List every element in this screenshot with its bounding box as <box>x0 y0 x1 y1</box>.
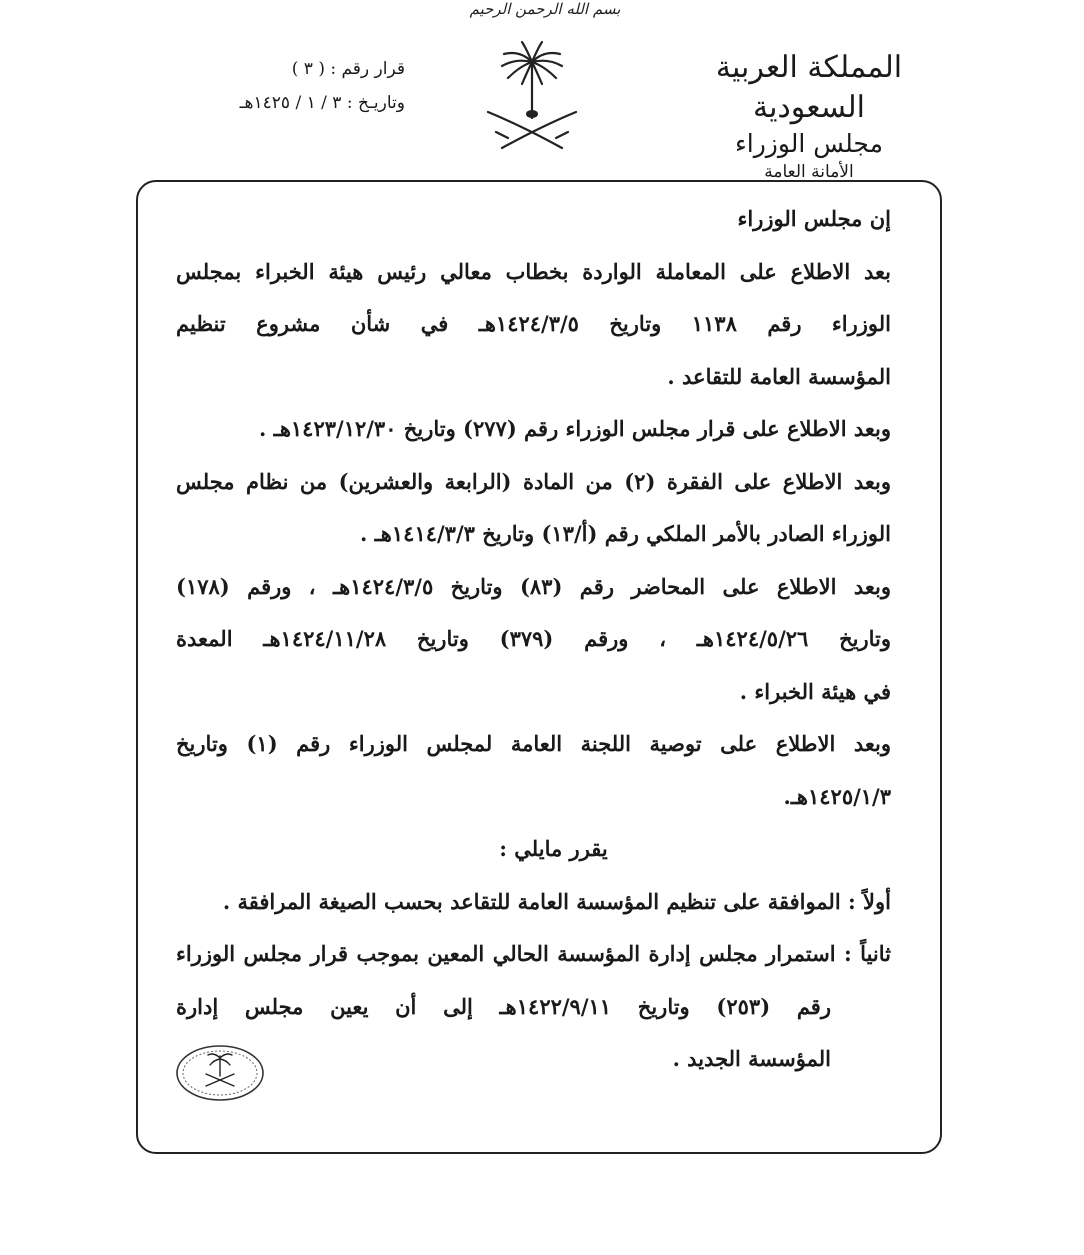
body-line: وتاريخ ١٤٢٤/٥/٢٦هـ ، ورقم (٣٧٩) وتاريخ ١٤٢٤/١١/٢٨هـ المعدة <box>176 626 892 651</box>
letterhead-right <box>684 48 934 184</box>
decides-heading: يقرر مايلي : <box>499 836 608 861</box>
body-line: الوزراء الصادر بالأمر الملكي رقم (أ/١٣) وتاريخ ١٤١٤/٣/٣هـ . <box>360 521 891 546</box>
body-line: وبعد الاطلاع على قرار مجلس الوزراء رقم (٢٧٧) وتاريخ ١٤٢٣/١٢/٣٠هـ . <box>259 416 891 441</box>
council-name: مجلس الوزراء <box>735 129 883 158</box>
basmala-heading: بسم الله الرحمن الرحيم <box>469 0 621 18</box>
kingdom-name: المملكة العربية السعودية <box>715 50 903 125</box>
body-line: وبعد الاطلاع على الفقرة (٢) من المادة (الرابعة والعشرين) من نظام مجلس <box>176 468 891 494</box>
palm-swords-emblem-icon <box>482 40 582 158</box>
body-line: في هيئة الخبراء . <box>739 678 891 704</box>
secretariat-name: الأمانة العامة <box>764 162 854 182</box>
decision-number: قرار رقم : ( ٣ ) <box>291 59 405 79</box>
body-line: ١٤٢٥/١/٣هـ. <box>783 783 891 809</box>
decision-date: وتاريـخ : ٣ / ١ / ١٤٢٥هـ <box>239 93 405 113</box>
body-line: وبعد الاطلاع على توصية اللجنة العامة لمجلس الوزراء رقم (١) وتاريخ <box>176 731 891 756</box>
decision-item: المؤسسة الجديد . <box>672 1046 831 1071</box>
decision-item: رقم (٢٥٣) وتاريخ ١٤٢٢/٩/١١هـ إلى أن يعين مجلس إدارة <box>176 993 831 1019</box>
decision-reference <box>170 52 405 120</box>
body-line: الوزراء رقم ١١٣٨ وتاريخ ١٤٢٤/٣/٥هـ في شأن مشروع تنظيم <box>176 311 891 336</box>
body-line: وبعد الاطلاع على المحاضر رقم (٨٣) وتاريخ ١٤٢٤/٣/٥هـ ، ورقم (١٧٨) <box>176 573 892 599</box>
official-seal-icon <box>174 1042 266 1104</box>
decision-item: أولاً : الموافقة على تنظيم المؤسسة العامة للتقاعد بحسب الصيغة المرافقة . <box>222 888 891 914</box>
body-line: بعد الاطلاع على المعاملة الواردة بخطاب معالي رئيس هيئة الخبراء بمجلس <box>176 258 891 284</box>
decision-body <box>176 193 891 1086</box>
body-line: المؤسسة العامة للتقاعد . <box>667 363 891 389</box>
decision-item: ثانياً : استمرار مجلس إدارة المؤسسة الحالي المعين بموجب قرار مجلس الوزراء <box>176 941 891 966</box>
body-line: إن مجلس الوزراء <box>737 206 891 231</box>
